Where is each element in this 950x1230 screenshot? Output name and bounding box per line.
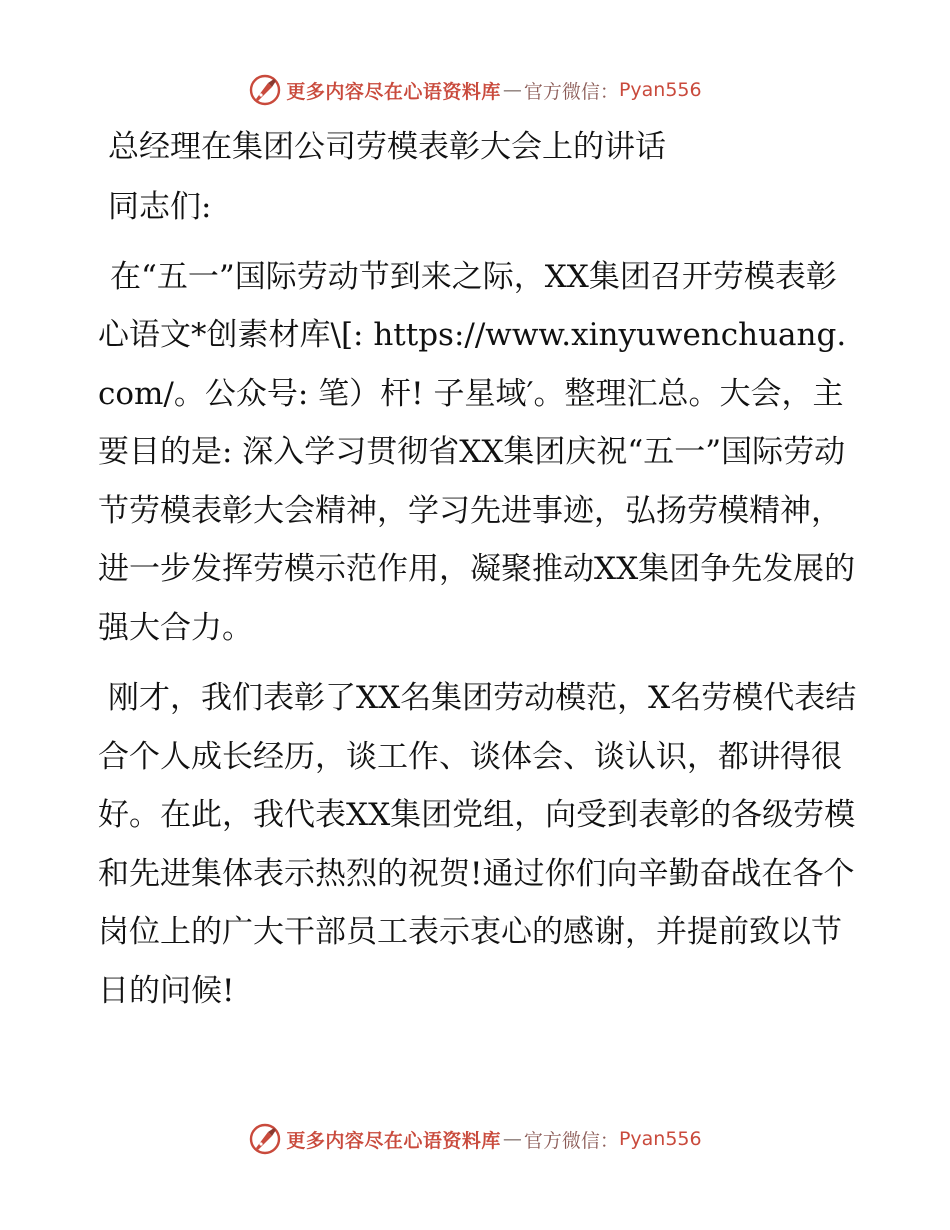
header-banner (0, 70, 950, 110)
banner-separator: — (502, 79, 522, 101)
salutation: 同志们: (108, 189, 212, 225)
banner-wechat-label: 官方微信： (523, 80, 619, 103)
banner-separator: — (502, 1128, 522, 1150)
paragraph-1: 在“五一”国际劳动节到来之际，XX集团召开劳模表彰心语文*创素材库\[: https://www.xinyuwenchuang.com/。公众号: 笔）杆! 子星域′。整理汇总。大会，主要目的是: 深入学习贯彻省XX集团庆祝“五一”国际劳动节劳模表彰大会精神，学习先进事迹，弘扬劳模精神，进一步发挥劳模示范作用，凝聚推动XX集团争先发展的强大合力。 (98, 258, 856, 646)
banner-wechat-id: Pyan556 (618, 79, 702, 101)
banner-wechat-label: 官方微信： (523, 1129, 619, 1152)
document-title: 总经理在集团公司劳模表彰大会上的讲话 (108, 129, 666, 165)
paragraph-2: 刚才，我们表彰了XX名集团劳动模范，X名劳模代表结合个人成长经历，谈工作、谈体会、谈认识，都讲得很好。在此，我代表XX集团党组，向受到表彰的各级劳模和先进集体表示热烈的祝贺!通过你们向辛勤奋战在各个岗位上的广大干部员工表示衷心的感谢，并提前致以节日的问候! (98, 680, 857, 1009)
footer-banner (0, 1119, 950, 1159)
banner-text: 更多内容尽在心语资料库 (286, 1129, 501, 1152)
document-body (98, 118, 858, 1020)
banner-wechat-id: Pyan556 (618, 1128, 702, 1150)
pen-nib-logo-icon (248, 73, 282, 107)
pen-nib-logo-icon (248, 1122, 282, 1156)
banner-text: 更多内容尽在心语资料库 (286, 80, 501, 103)
